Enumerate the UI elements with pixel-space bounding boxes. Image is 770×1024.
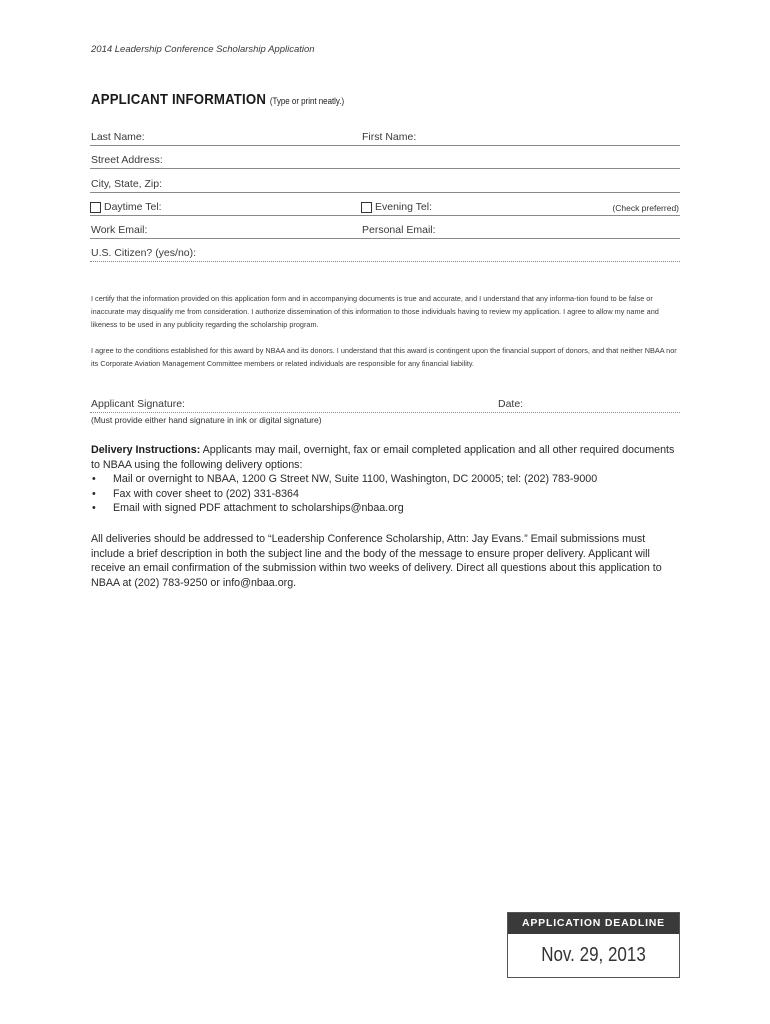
field-line: [90, 145, 680, 146]
list-item: • Email with signed PDF attachment to scholarships@nbaa.org: [92, 502, 404, 515]
city-state-zip-field[interactable]: City, State, Zip:: [91, 178, 162, 190]
phone-row: [90, 194, 680, 216]
section-subtitle: (Type or print neatly.): [269, 96, 345, 106]
field-line: [90, 192, 680, 193]
delivery-option-mail: Mail or overnight to NBAA, 1200 G Street NW, Suite 1100, Washington, DC 20005; tel: (202) 783-9000: [113, 473, 598, 486]
city-state-zip-row: [90, 171, 680, 193]
application-deadline-box: [507, 912, 680, 978]
delivery-instructions: [91, 443, 681, 516]
daytime-tel-checkbox[interactable]: [90, 202, 101, 213]
field-line: [90, 261, 680, 262]
name-row: [90, 124, 680, 146]
evening-tel-checkbox[interactable]: [361, 202, 372, 213]
field-line: [90, 238, 680, 239]
field-line: [90, 215, 680, 216]
evening-tel-field[interactable]: Evening Tel:: [375, 201, 433, 213]
field-line: [90, 412, 680, 413]
deadline-date: Nov. 29, 2013: [541, 944, 646, 966]
last-name-field[interactable]: Last Name:: [91, 131, 145, 143]
daytime-tel-field[interactable]: Daytime Tel:: [104, 201, 162, 213]
delivery-options-list: [91, 472, 681, 516]
street-address-row: [90, 147, 680, 169]
citizenship-row: [90, 240, 680, 262]
email-row: [90, 217, 680, 239]
list-item: • Mail or overnight to NBAA, 1200 G Street NW, Suite 1100, Washington, DC 20005; tel: (202) 783-9000: [92, 473, 598, 486]
delivery-closing: All deliveries should be addressed to “Leadership Conference Scholarship, Attn: Jay Evans.” Email submissions must include a brief description in both the subject line and the body of the message to ensure proper delivery. Applicant will receive an email confirmation of the submission within two weeks of delivery. Direct all questions about this application to NBAA at (202) 783-9250 or info@nbaa.org.: [91, 533, 662, 589]
personal-email-field[interactable]: Personal Email:: [362, 224, 436, 236]
list-item: • Fax with cover sheet to (202) 331-8364: [92, 487, 299, 500]
deadline-label: APPLICATION DEADLINE: [508, 913, 679, 934]
delivery-intro-text: Applicants may mail, overnight, fax or email completed application and all other required documents to NBAA using the following delivery options:: [91, 444, 675, 471]
section-title-text: APPLICANT INFORMATION: [91, 91, 267, 108]
signature-row: [90, 391, 680, 413]
first-name-field[interactable]: First Name:: [362, 131, 417, 143]
work-email-field[interactable]: Work Email:: [91, 224, 148, 236]
date-field[interactable]: Date:: [498, 398, 524, 410]
signature-note: (Must provide either hand signature in ink or digital signature): [91, 415, 322, 425]
us-citizen-field[interactable]: U.S. Citizen? (yes/no):: [91, 247, 197, 259]
section-title: [91, 91, 344, 108]
delivery-heading: Delivery Instructions:: [91, 444, 201, 456]
delivery-intro: [91, 443, 681, 472]
street-address-field[interactable]: Street Address:: [91, 154, 163, 166]
delivery-option-fax: Fax with cover sheet to (202) 331-8364: [113, 487, 299, 500]
conditions-paragraph: I agree to the conditions established for this award by NBAA and its donors. I understand that this award is contingent upon the financial support of donors, and that neither NBAA nor its Corporate Aviation Management Committee members or related individuals are responsible for any financial liability.: [91, 346, 677, 368]
applicant-signature-field[interactable]: Applicant Signature:: [91, 398, 185, 410]
check-preferred-note: (Check preferred): [612, 203, 679, 213]
document-header: 2014 Leadership Conference Scholarship Application: [91, 44, 315, 55]
delivery-option-email[interactable]: Email with signed PDF attachment to scholarships@nbaa.org: [113, 502, 404, 515]
certification-paragraph: I certify that the information provided on this application form and in accompanying documents is true and accurate, and I understand that any informa-tion found to be false or inaccurate may disqualify me from consideration. I authorize dissemination of this information to those individuals having to review my application. I agree to allow my name and likeness to be used in any publicity regarding the scholarship program.: [91, 294, 659, 329]
field-line: [90, 168, 680, 169]
